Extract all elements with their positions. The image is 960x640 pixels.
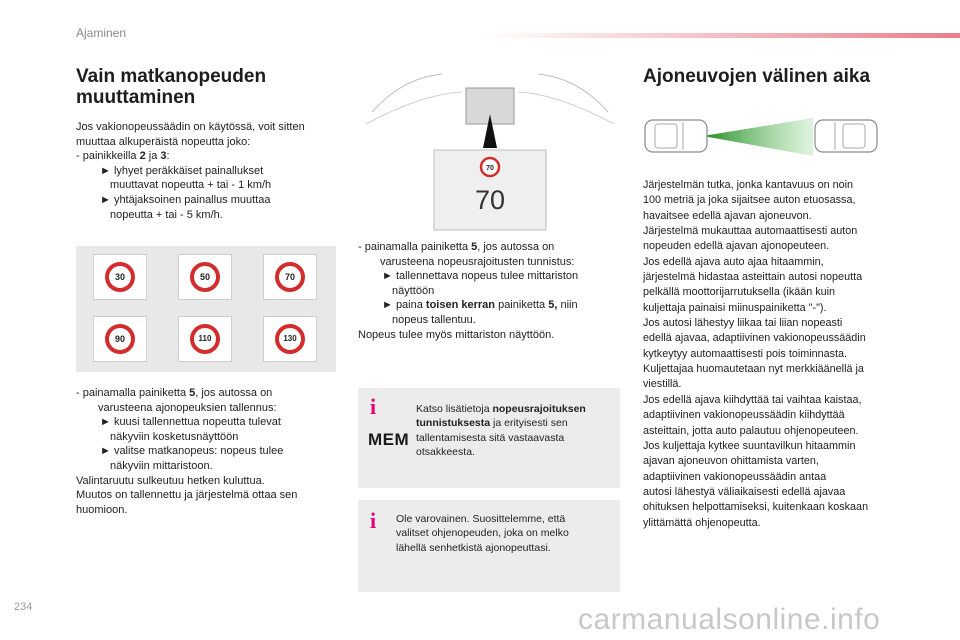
left-bullet-memory xyxy=(76,386,341,517)
after-text: Nopeus tulee myös mittariston näyttöön. xyxy=(358,328,555,341)
speed-sign-card xyxy=(178,316,232,362)
sub-bullet-line: näkyviin kosketusnäyttöön xyxy=(110,430,239,443)
right-text-line: pelkällä moottorijarrutuksella (ikään kuin xyxy=(643,286,836,299)
right-text-line: edellä ajavaa, adaptiivinen vakionopeussäädin xyxy=(643,332,866,345)
left-intro xyxy=(76,120,341,222)
dash-small-sign-text: 70 xyxy=(486,165,494,172)
info-icon: i xyxy=(370,394,377,419)
right-text-line: asteittain, jotta auto palautuu ohjenopeuteen. xyxy=(643,424,859,437)
left-title-line1: Vain matkanopeuden xyxy=(76,66,267,87)
speed-sign-card xyxy=(263,316,317,362)
right-text-line: järjestelmä hidastaa asteittain autosi nopeutta xyxy=(643,271,863,284)
right-text-line: ylittämättä ohjenopeutta. xyxy=(643,516,761,529)
sub-bullet-stored-speed: ► tallennettava nopeus tulee mittariston xyxy=(382,270,579,283)
speed-limit-sign-50: 50 xyxy=(190,262,220,292)
right-text-line: havaitsee edellä ajavan ajoneuvon. xyxy=(643,209,812,222)
bullet-buttons-2-3: - painikkeilla 2 ja 3: xyxy=(76,150,170,163)
intro-line: muuttaa alkuperäistä nopeutta joko: xyxy=(76,135,251,148)
right-text-line: ajavan ajoneuvon ohittamista varten, xyxy=(643,455,819,468)
sub-bullet-line: näkyviin mittaristoon. xyxy=(110,459,213,472)
left-title-line2: muuttaminen xyxy=(76,87,196,108)
page-number: 234 xyxy=(14,601,33,613)
vehicle-distance-illustration xyxy=(643,112,913,162)
closing-line: Muutos on tallennettu ja järjestelmä ottaa sen xyxy=(76,489,298,502)
left-title xyxy=(76,66,336,108)
right-text-line: autosi lähestyä väliaikaisesti edellä ajavaa xyxy=(643,485,846,498)
speed-sign-card xyxy=(93,316,147,362)
right-title-text: Ajoneuvojen välinen aika xyxy=(643,66,871,87)
right-text-line: Kuljettajaa huomautetaan nyt merkkiäänellä ja xyxy=(643,363,864,376)
info-box-text: Ole varovainen. Suosittelemme, että valitset ohjenopeuden, joka on melko lähellä senhetkistä ajonopeuttasi. xyxy=(396,513,569,554)
right-body-text xyxy=(643,178,943,531)
sub-bullet-line: muuttavat nopeutta + tai - 1 km/h xyxy=(110,179,272,192)
right-text-line: kuljettaja painaisi miinuspainiketta "-"). xyxy=(643,301,827,314)
dash-speed-readout: 70 xyxy=(474,185,506,215)
section-label: Ajaminen xyxy=(76,26,127,40)
right-text-line: 100 metriä ja joka sijaitsee auton etuosassa, xyxy=(643,194,856,207)
sub-bullet-short-press: ► lyhyet peräkkäiset painallukset xyxy=(100,164,264,177)
right-text-line: adaptiivinen vakionopeussäädin antaa xyxy=(643,470,827,483)
right-text-line: adaptiivinen vakionopeussäädin kiihdyttää xyxy=(643,409,845,422)
intro-line: Jos vakionopeussäädin on käytössä, voit sitten xyxy=(76,121,305,133)
right-text-line: Jos autosi lähestyy liikaa tai liian nopeasti xyxy=(643,317,843,330)
speed-limit-sign-70: 70 xyxy=(275,262,305,292)
right-text-line: Järjestelmä mukauttaa automaattisesti auton xyxy=(643,225,858,238)
closing-line: huomioon. xyxy=(76,503,128,516)
sub-bullet-long-press: ► yhtäjaksoinen painallus muuttaa xyxy=(100,193,271,206)
speed-sign-card xyxy=(178,254,232,300)
speed-limit-sign-110: 110 xyxy=(190,324,220,354)
mem-label: MEM xyxy=(368,430,410,449)
info-icon: i xyxy=(370,508,377,533)
header-accent-bar xyxy=(480,33,960,38)
speed-limit-sign-30: 30 xyxy=(105,262,135,292)
bullet-line: varusteena ajonopeuksien tallennus: xyxy=(98,401,277,414)
watermark: carmanualsonline.info xyxy=(578,603,881,636)
bullet-button-5: - painamalla painiketta 5, jos autossa on xyxy=(76,387,273,399)
sub-bullet-line: nopeus tallentuu. xyxy=(392,313,476,326)
instrument-cluster-illustration xyxy=(362,64,618,234)
right-text-line: nopeuden edellä ajavan ajonopeuteen. xyxy=(643,240,830,253)
middle-bullet-recognition xyxy=(358,240,620,342)
bullet-line: varusteena nopeusrajoitusten tunnistus: xyxy=(380,255,575,268)
speed-sign-card xyxy=(263,254,317,300)
right-text-line: ohituksen helpottamiseksi, kuitenkaan koskaan xyxy=(643,501,869,514)
sub-bullet-select-speed: ► valitse matkanopeus: nopeus tulee xyxy=(100,445,284,458)
sub-bullet-six-speeds: ► kuusi tallennettua nopeutta tulevat xyxy=(100,416,281,429)
right-text-line: viestillä. xyxy=(643,378,682,391)
speed-sign-card xyxy=(93,254,147,300)
info-box-text: Katso lisätietoja nopeusrajoituksen tunnistuksesta ja erityisesti sen tallentamisesta sitä vastaavasta otsakkeesta. xyxy=(416,403,586,459)
sub-bullet-line: nopeutta + tai - 5 km/h. xyxy=(110,208,223,221)
speed-limit-sign-90: 90 xyxy=(105,324,135,354)
right-text-line: Jos edellä ajava auto ajaa hitaammin, xyxy=(643,255,824,268)
speed-memory-illustration xyxy=(76,246,336,372)
bullet-button-5: - painamalla painiketta 5, jos autossa on xyxy=(358,241,555,253)
speed-limit-sign-130: 130 xyxy=(275,324,305,354)
right-text-line: Jos edellä ajava kiihdyttää tai vaihtaa kaistaa, xyxy=(643,393,862,406)
right-text-line: Jos kuljettaja kytkee suuntavilkun hitaammin xyxy=(643,439,856,452)
sub-bullet-press-again: ► paina toisen kerran painiketta 5, niin xyxy=(382,299,578,312)
right-text-line: kytkeytyy automaattisesti pois toiminnasta. xyxy=(643,347,848,360)
closing-line: Valintaruutu sulkeutuu hetken kuluttua. xyxy=(76,474,265,487)
right-title xyxy=(643,66,943,87)
right-text-line: Järjestelmän tutka, jonka kantavuus on noin xyxy=(643,179,854,191)
info-box-caution xyxy=(358,500,620,592)
sub-bullet-line: näyttöön xyxy=(392,284,435,297)
info-box-speed-recognition xyxy=(358,388,620,488)
